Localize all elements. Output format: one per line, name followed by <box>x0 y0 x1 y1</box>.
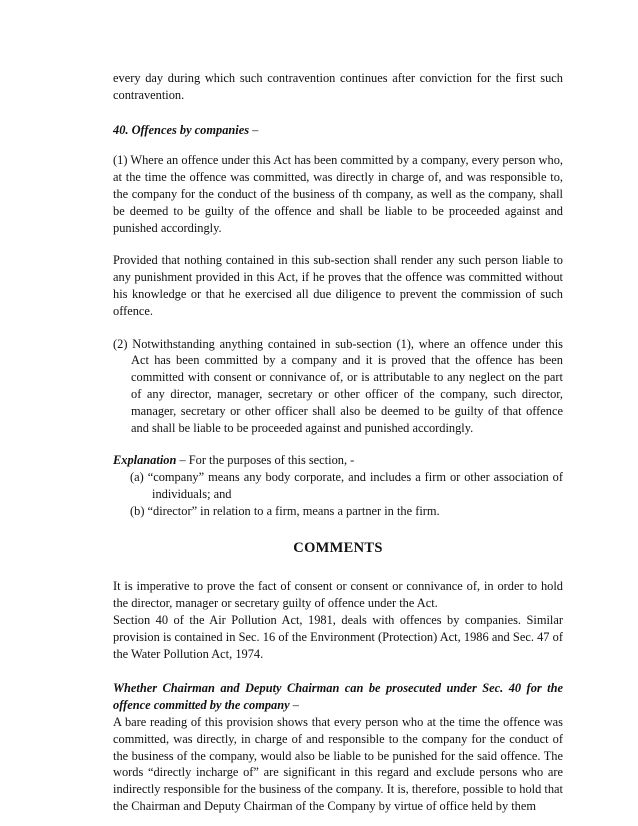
subsection-1-paragraph: (1) Where an offence under this Act has been committed by a company, every person who, at the time the offence was committed, was directly in charge of, and was responsible to, the company for the conduct of the business of th company, as well as the company, shall be deemed to be guilty of the offence and shall be liable to be proceeded against and punished accordingly. <box>113 153 563 235</box>
comment-paragraph-3: A bare reading of this provision shows that every person who at the time the offence was committed, was directly, in charge of and responsible to the company for the conduct of the business of the company, would also be liable to be punished for the said offence. The words “directly incharge of” are significant in this regard and exclude persons who are indirectly responsible for the business of the company. It is, therefore, possible to hold that the Chairman and Deputy Chairman of the Company by virtue of office held by them <box>113 714 563 813</box>
explanation-heading <box>113 452 563 469</box>
subsection-2-paragraph: (2) Notwithstanding anything contained in sub-section (1), where an offence under this Act has been committed by a company and it is proved that the offence has been committed with consent or connivance of, or is attributable to any neglect on the part of any director, manager, secretary or other officer of the company, such director, manager, secretary or other officer shall also be deemed to be guilty of that offence and shall be liable to be proceeded against and punished accordingly. <box>113 336 563 435</box>
comment-paragraph-2: Section 40 of the Air Pollution Act, 1981, deals with offences by companies. Similar provision is contained in Sec. 16 of the Environment (Protection) Act, 1986 and Sec. 47 of the Water Pollution Act, 1974. <box>113 612 563 661</box>
section-heading <box>113 122 563 139</box>
explanation-item-a: (a) “company” means any body corporate, and includes a firm or other association of individuals; and <box>130 470 563 501</box>
comment-subheading-dash: – <box>289 698 299 713</box>
comment-paragraph-1: It is imperative to prove the fact of consent or consent or connivance of, in order to hold the director, manager or secretary guilty of offence under the Act. <box>113 579 563 611</box>
continuation-paragraph: every day during which such contravention continues after conviction for the first such contravention. <box>113 71 563 102</box>
comment-subheading <box>113 680 563 714</box>
comment-subheading-text: Whether Chairman and Deputy Chairman can be prosecuted under Sec. 40 for the offence committed by the company <box>113 681 563 713</box>
explanation-label: Explanation <box>113 453 177 468</box>
proviso-paragraph: Provided that nothing contained in this sub-section shall render any such person liable to any punishment provided in this Act, if he proves that the offence was committed without his knowledge or that he exercised all due diligence to prevent the commission of such offence. <box>113 253 563 318</box>
section-heading-text: 40. Offences by companies <box>113 122 250 137</box>
comments-heading: COMMENTS <box>293 539 383 556</box>
explanation-list <box>113 469 563 519</box>
explanation-text: – For the purposes of this section, - <box>176 453 355 468</box>
explanation-item-b: (b) “director” in relation to a firm, means a partner in the firm. <box>130 503 440 518</box>
section-heading-dash: – <box>249 122 259 137</box>
document-page <box>113 70 563 815</box>
